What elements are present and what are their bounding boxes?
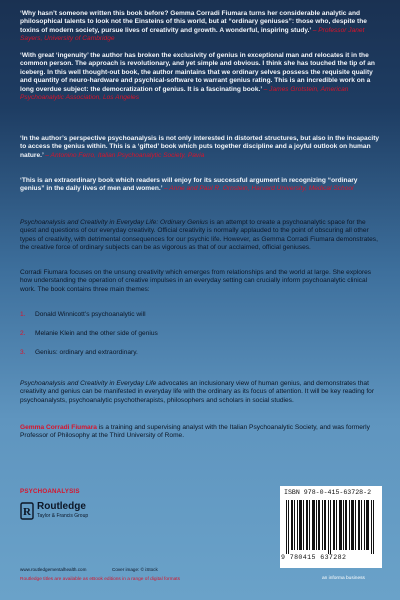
quote-text: ‘In the author’s perspective psychoanalysis is not only interested in distorted structures, but also in the incapacity to access the genius within. This is a ‘gifted’ book which puts together discipline and a joyful outlook on human nature.’ [20,135,380,159]
list-number: 3. [20,349,26,356]
quote-text: ‘This is an extraordinary book which readers will enjoy for its successful argument in recognizing “ordinary genius” in the daily lives of men and women.’ [20,177,358,193]
quote-text: ‘Why hasn’t someone written this book before? Gemma Corradi Fiumara turns her considerable analytic and philosophical talents to look not the Einsteins of this world, but at “ordinary geniuses”: those who, despite the toxins of modern society, pursue lives of creativity and growth. A wonderful, inspiring study.’ [20,10,367,34]
subject-category: PSYCHOANALYSIS [20,488,80,495]
paragraph-text: Corradi Fiumara focuses on the unsung creativity which emerges from relationships and the world at large. She explores how understanding the operation of creative impulses in an everyday setting can crucially inform psychoanalytic clinical work. The book contains three main themes: [20,269,372,293]
praise-quote-2 [20,52,382,102]
quote-source: – James Grotstein, American Psychoanalytic Association, Los Angeles [20,85,349,102]
author-bio [20,424,382,441]
isbn-text: ISBN 978-0-415-63728-2 [284,489,372,496]
list-item [20,349,382,362]
author-bio-text: is a training and supervising analyst with the Italian Psychoanalytic Society, and was formerly Professor of Philosophy at the Third University of Rome. [20,424,370,440]
book-title: Psychoanalysis and Creativity in Everyday Life: Ordinary Genius [20,219,209,226]
list-text: Melanie Klein and the other side of genius [35,330,158,337]
svg-text:R: R [23,506,31,518]
paragraph-text: advocates an inclusionary view of human genius, and demonstrates that creativity and genius can be manifested in everyday life with the ordinary as its focus of attention. It will be key reading for psychoanalysts, psychoanalytic psychotherapists, philosophers and scholars in social studies. [20,380,375,404]
description-paragraph-1 [20,219,382,253]
barcode-icon [284,500,378,554]
paragraph-text: is an attempt to create a psychoanalytic space for the quest and questions of our everyday creativity. Official creativity is normally applauded to the point of obscuring all other types of creativity, with detrimental consequences for our psychic life. However, as Gemma Corradi Fiumara demonstrates, the creative force of ordinary subjects can be as vigorous as that of our acclaimed, official geniuses. [20,219,378,252]
list-text: Donald Winnicott’s psychoanalytic will [35,311,146,318]
ebook-note: Routledge titles are available as eBook editions in a range of digital formats [20,577,180,582]
routledge-mark-icon [20,502,34,520]
informa-tagline: an informa business [322,576,365,581]
barcode-digits: 9 780415 637282 [281,554,347,561]
list-number: 1. [20,311,26,318]
description-paragraph-2 [20,269,382,294]
publisher-website: www.routledgementalhealth.com [20,567,87,572]
quote-text: ‘With great ‘ingenuity’ the author has broken the exclusivity of genius in exceptional man and relocates it in the common person. The approach is revolutionary, and yet simple and obvious. I think she has touched the tip of an iceberg. In this well thought-out book, the author maintains that we ordinary selves possess the requisite quality and quantity of neuro-hardware and psychical-software to warrant genius rating. This is an incredible work on a long overdue subject: the democratization of genius. It is a fascinating book.’ [20,52,375,93]
barcode-panel [280,486,382,568]
publisher-subname: Taylor & Francis Group [37,513,89,519]
praise-quote-4 [20,177,382,194]
quote-source: – Anne and Paul R. Ornstein, Harvard University, Medical School [164,185,354,193]
publisher-logo [20,500,100,522]
quote-source: – Antonino Ferro, Italian Psychoanalytic Society, Pavia [45,151,205,159]
list-number: 2. [20,330,26,337]
themes-list [20,311,382,362]
quote-source: – Professor Janet Sayers, University of Cambridge [20,26,365,43]
publisher-name: Routledge [37,501,86,512]
praise-quote-1 [20,10,382,44]
author-name: Gemma Corradi Fiumara [20,424,97,431]
book-title: Psychoanalysis and Creativity in Everyday Life [20,380,157,387]
list-item [20,311,382,324]
praise-quote-3 [20,135,382,160]
list-item [20,330,382,343]
description-paragraph-3 [20,380,382,405]
cover-credit: Cover image: © iStock [112,567,158,572]
list-text: Genius: ordinary and extraordinary. [35,349,138,356]
